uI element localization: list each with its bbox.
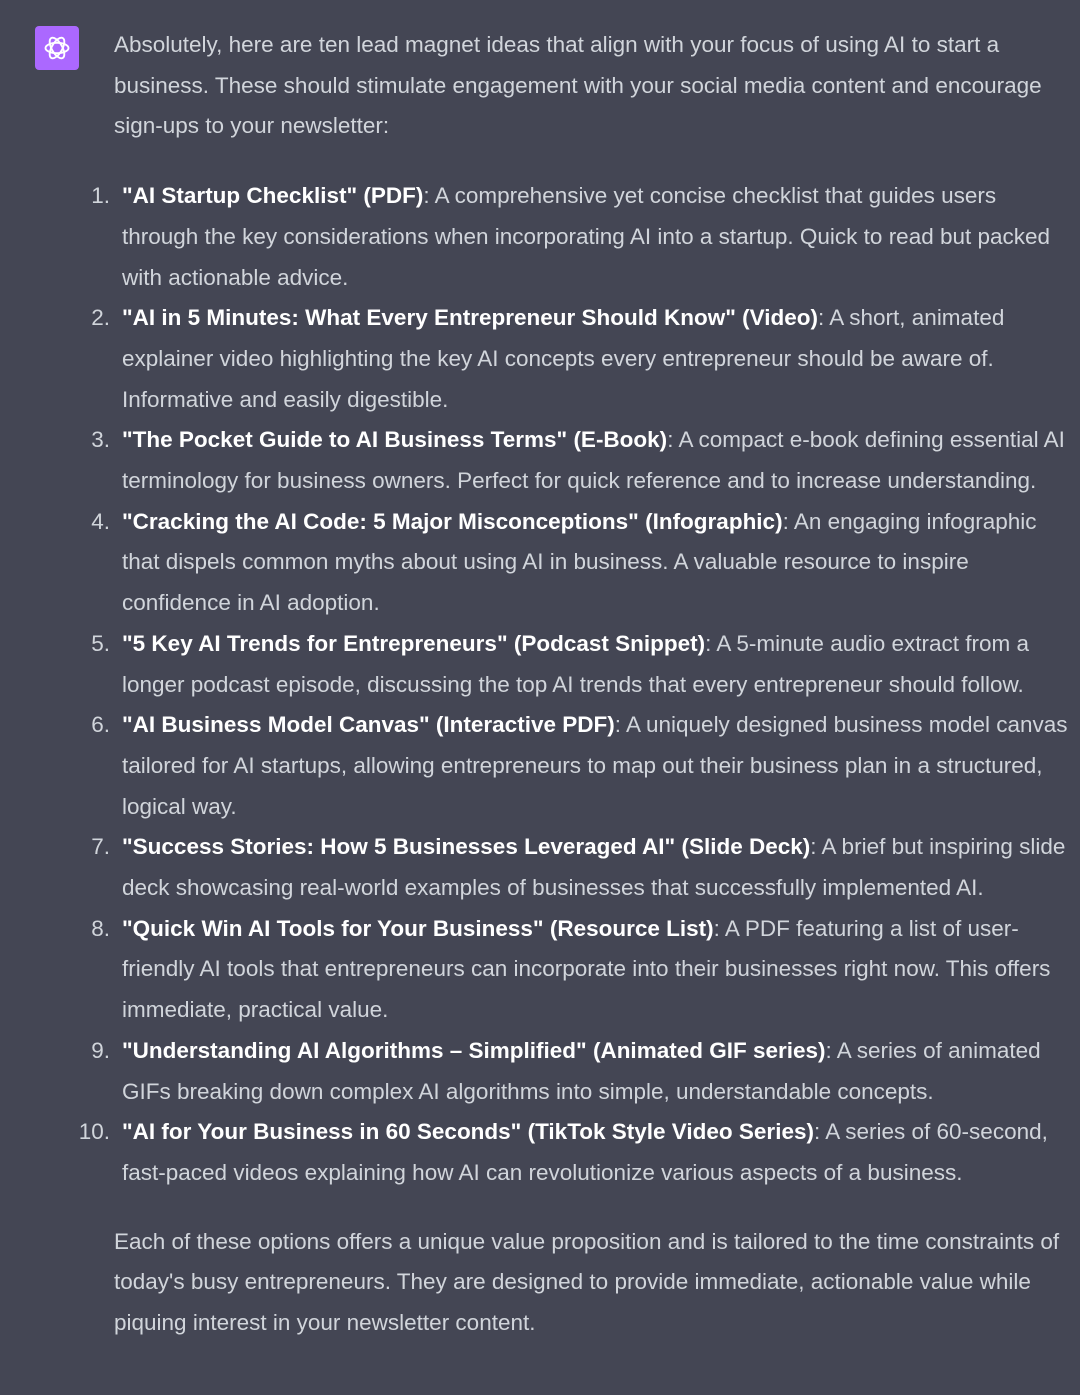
list-item xyxy=(91,502,1069,624)
list-item-number: 9. xyxy=(91,1037,110,1063)
outro-paragraph: Each of these options offers a unique value proposition and is tailored to the time constraints of today's busy entrepreneurs. They are designed to provide immediate, actionable value while piquing interest in your newsletter content. xyxy=(114,1228,1060,1336)
list-item xyxy=(78,1112,1069,1193)
assistant-message xyxy=(78,25,1069,1344)
list-item-title: "5 Key AI Trends for Entrepreneurs" (Podcast Snippet) xyxy=(122,630,706,656)
list-item xyxy=(91,705,1069,827)
list-item-description: : A uniquely designed business model canvas tailored for AI startups, allowing entrepreneurs to map out their business plan in a structured, logical way. xyxy=(122,712,1068,819)
list-item xyxy=(91,298,1069,420)
list-item-description: : A PDF featuring a list of user-friendly AI tools that entrepreneurs can incorporate into their businesses right now. This offers immediate, practical value. xyxy=(122,915,1051,1023)
list-item-title: "Success Stories: How 5 Businesses Leveraged AI" (Slide Deck) xyxy=(122,834,811,860)
list-item-description: : A series of animated GIFs breaking down complex AI algorithms into simple, understandable concepts. xyxy=(122,1037,1041,1104)
list-item-title: "The Pocket Guide to AI Business Terms" (E-Book) xyxy=(122,427,668,453)
list-item-title: "AI in 5 Minutes: What Every Entrepreneur Should Know" (Video) xyxy=(122,305,818,331)
list-item-title: "AI for Your Business in 60 Seconds" (TikTok Style Video Series) xyxy=(122,1119,814,1145)
list-item-description: : A series of 60-second, fast-paced videos explaining how AI can revolutionize various aspects of a business. xyxy=(122,1119,1048,1185)
list-item-number: 1. xyxy=(91,183,110,209)
assistant-avatar xyxy=(35,26,79,70)
list-item xyxy=(91,176,1069,298)
list-item-number: 3. xyxy=(91,427,110,453)
list-item-number: 5. xyxy=(91,630,110,656)
list-item-title: "AI Startup Checklist" (PDF) xyxy=(122,183,424,209)
list-item-number: 2. xyxy=(91,305,110,331)
list-item-description: : An engaging infographic that dispels common myths about using AI in business. A valuable resource to inspire confidence in AI adoption. xyxy=(122,508,1037,616)
list-item-description: : A 5-minute audio extract from a longer podcast episode, discussing the top AI trends that every entrepreneur should follow. xyxy=(122,630,1030,697)
lead-magnet-list xyxy=(78,176,1069,1194)
list-item-title: "AI Business Model Canvas" (Interactive PDF) xyxy=(122,712,615,738)
list-item-description: : A comprehensive yet concise checklist that guides users through the key considerations when incorporating AI into a startup. Quick to read but packed with actionable advice. xyxy=(122,183,1051,290)
list-item-number: 4. xyxy=(91,508,110,534)
list-item-title: "Understanding AI Algorithms – Simplified" (Animated GIF series) xyxy=(122,1037,826,1063)
list-item xyxy=(91,1031,1069,1112)
list-item xyxy=(91,909,1069,1031)
list-item-description: : A compact e-book defining essential AI terminology for business owners. Perfect for quick reference and to increase understanding. xyxy=(122,427,1065,494)
openai-logo-icon xyxy=(42,33,72,63)
list-item-number: 8. xyxy=(91,915,110,941)
list-item-number: 7. xyxy=(91,834,110,860)
list-item-title: "Cracking the AI Code: 5 Major Misconceptions" (Infographic) xyxy=(122,508,783,534)
list-item-description: : A short, animated explainer video highlighting the key AI concepts every entrepreneur should be aware of. Informative and easily digestible. xyxy=(122,305,1005,412)
list-item-number: 10. xyxy=(78,1119,110,1145)
list-item-description: : A brief but inspiring slide deck showcasing real-world examples of businesses that successfully implemented AI. xyxy=(122,834,1066,901)
list-item xyxy=(91,420,1069,501)
list-item xyxy=(91,624,1069,705)
intro-paragraph: Absolutely, here are ten lead magnet ideas that align with your focus of using AI to start a business. These should stimulate engagement with your social media content and encourage sign-ups to your newsletter: xyxy=(114,32,1042,139)
list-item xyxy=(91,827,1069,908)
list-item-title: "Quick Win AI Tools for Your Business" (Resource List) xyxy=(122,915,714,941)
list-item-number: 6. xyxy=(91,712,110,738)
